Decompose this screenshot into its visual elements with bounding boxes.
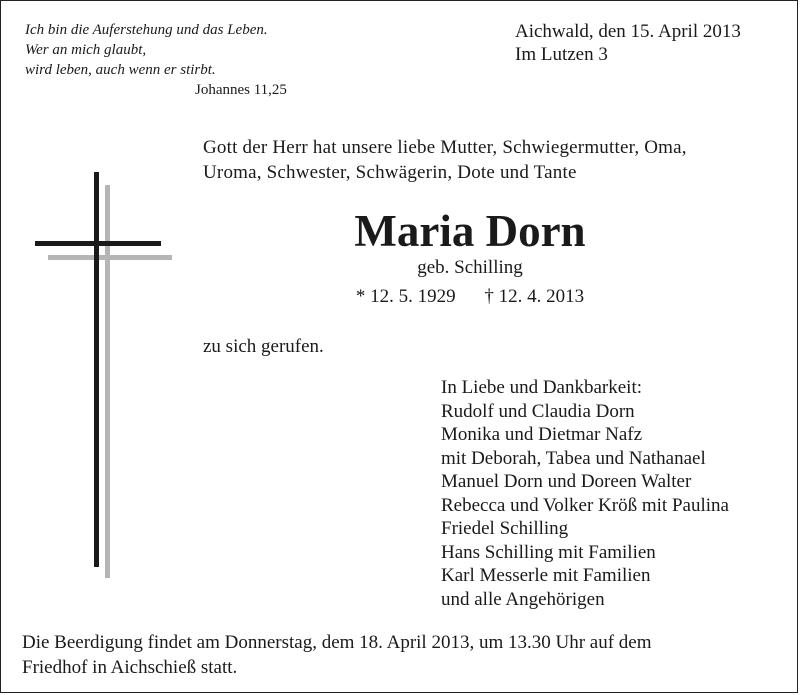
verse-line: wird leben, auch wenn er stirbt. [25,62,216,78]
called-home-text: zu sich gerufen. [203,336,324,357]
cross-vertical [94,172,99,567]
funeral-line: Friedhof in Aichschieß statt. [22,657,238,678]
mourner-line: und alle Angehörigen [441,588,605,610]
mourner-line: Manuel Dorn und Doreen Walter [441,471,692,492]
funeral-line: Die Beerdigung findet am Donnerstag, dem 18. April 2013, um 13.30 Uhr auf dem [22,632,652,653]
mourner-line: mit Deborah, Tabea und Nathanael [441,447,706,469]
place-date-block [515,20,785,66]
mourner-line: In Liebe und Dankbarkeit: [441,377,643,398]
mourner-line: Rudolf und Claudia Dorn [441,400,635,422]
verse-line: Wer an mich glaubt, [25,42,147,58]
funeral-notice [22,630,782,680]
birth-date: * 12. 5. 1929 [355,286,456,307]
life-dates [170,285,770,309]
intro-text [203,135,783,185]
deceased-name: Maria Dorn [354,206,586,256]
mourner-line: Rebecca und Volker Kröß mit Paulina [441,494,729,516]
mourner-line: Hans Schilling mit Familien [441,541,656,563]
intro-line: Gott der Herr hat unsere liebe Mutter, Schwiegermutter, Oma, [203,137,687,158]
verse-line: Ich bin die Auferstehung und das Leben. [25,22,268,38]
address: Im Lutzen 3 [515,44,608,65]
cross-horizontal [35,241,161,246]
death-date: † 12. 4. 2013 [484,286,585,307]
verse-reference: Johannes 11,25 [195,82,287,98]
birth-name: geb. Schilling [417,257,523,278]
bible-verse [25,20,325,100]
cross-shadow-horizontal [48,255,172,260]
place-date: Aichwald, den 15. April 2013 [515,21,741,42]
mourner-line: Friedel Schilling [441,518,569,539]
mourners-list [441,376,781,611]
mourner-line: Karl Messerle mit Familien [441,565,651,586]
intro-line: Uroma, Schwester, Schwägerin, Dote und Tante [203,162,577,183]
mourner-line: Monika und Dietmar Nafz [441,424,643,445]
